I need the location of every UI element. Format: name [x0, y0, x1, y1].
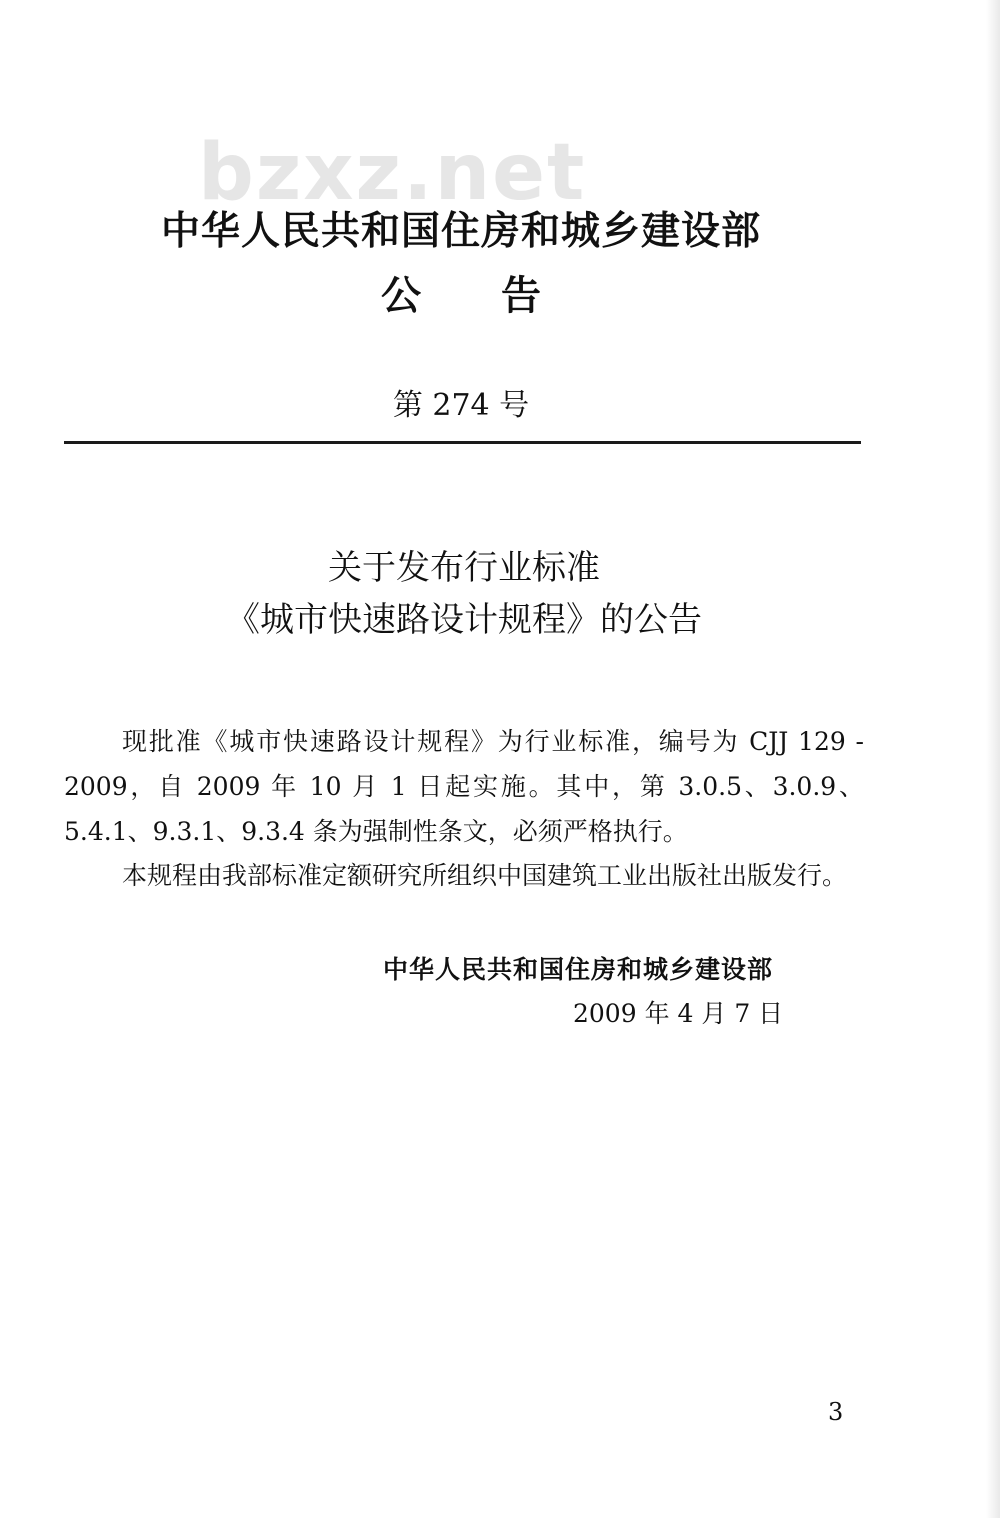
page-number: 3	[828, 1398, 844, 1426]
body-paragraph-publication: 本规程由我部标准定额研究所组织中国建筑工业出版社出版发行。	[122, 861, 848, 890]
document-type-heading: 公告	[381, 273, 621, 319]
issuer-heading: 中华人民共和国住房和城乡建设部	[160, 209, 761, 254]
body-paragraph-approval: 现批准《城市快速路设计规程》为行业标准，编号为 CJJ 129 - 2009，自 2009 年 10 月 1 日起实施。其中，第 3.0.5、3.0.9、5.4.1、9.3.1、9.3.4 条为强制性条文，必须严格执行。	[64, 727, 864, 846]
announcement-title-line-1: 关于发布行业标准	[328, 548, 600, 588]
signature-date: 2009 年 4 月 7 日	[573, 999, 784, 1028]
header-divider	[64, 441, 861, 444]
signatory-issuer: 中华人民共和国住房和城乡建设部	[383, 955, 774, 984]
watermark: bzxz.net	[198, 128, 587, 218]
document-number: 第 274 号	[392, 388, 530, 423]
page-edge-shadow	[986, 0, 1000, 1518]
announcement-title-line-2: 《城市快速路设计规程》的公告	[226, 600, 702, 640]
